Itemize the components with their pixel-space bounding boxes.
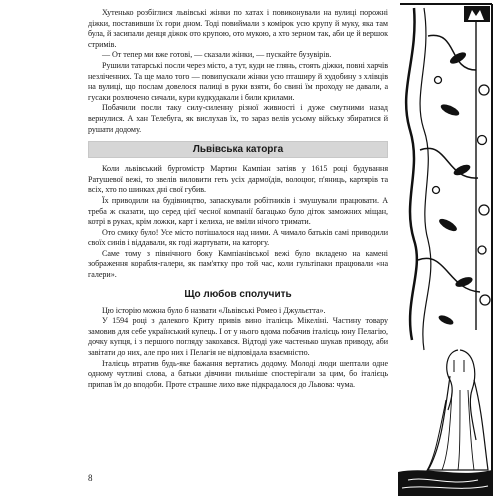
woman-figure-icon: [426, 350, 488, 472]
paragraph: Саме тому з північного боку Кампіанівської вежі було вкладено на камені зображення корабля-галери, як пам'ятку про той час, коли гультіпаки працювали «на галери».: [88, 248, 388, 280]
paragraph: Рушили татарські посли через місто, а тут, куди не глянь, стоять діжки, повні харчів незліченних. Та ще мало того — повипускали жінки усю пташиру й худобину з хлівців на вулиці, що послам довелося палиці в руки взяти, бо свині їм проходу не давали, а гусаки розлючено сичали, кури кудкудакали і били крилами.: [88, 60, 388, 102]
paragraph: — От тепер ми вже готові, — сказали жінки, — пускайте бузувірів.: [102, 50, 332, 60]
page-number: 8: [88, 473, 93, 483]
section-heading-box: [88, 141, 388, 158]
paragraph: Цю історію можна було б назвати «Львівські Ромео і Джульєтта».: [102, 305, 326, 315]
paragraph: Побачили посли таку силу-силенну різної живності і дуже смутними назад вернулися. А хан Телебуга, як вислухав їх, то зараз велів усьому війську збиратися й рушати додому.: [88, 103, 388, 134]
paragraph: Коли львівський бургомістр Мартин Кампіан затіяв у 1615 році будування Ратушевої вежі, то звелів виловити геть усіх дармоїдів, волоцюг, п'яниць, картярів та всіх, хто по шинках дні свої губив.: [88, 164, 388, 195]
text-column: [88, 8, 388, 390]
paragraph: У 1594 році з далекого Криту привів вино італієць Мікеліні. Частину товару замовив для себе український купець. І от у нього вдома побачив італієць юну Пелагію, дочку купця, і з першого погляду закохався. Відтоді уже частенько шукав приводу, аби завітати до них, але про них і Пелагія не відповідала взаємністю.: [88, 316, 388, 358]
tulip-icon: [464, 6, 490, 22]
section-heading: Що любов сполучить: [184, 288, 292, 300]
paragraph: Італієць втратив будь-яке бажання вертатись додому. Молоді люди шептали одне одному чутливі слова, а батьки дівчини пильніше спостерігали за цим, бо італієць припав їм до вподоби. Проте страшне лихо вже підкрадалося до Львова: чума.: [88, 358, 388, 389]
ornament-illustration: [388, 0, 500, 500]
paragraph: Їх приводили на будівництво, запаскували робітників і змушували працювати. А треба ж сказати, що серед цієї чесної компанії багацько було діток заможних міщан, котрі в руках, крім ложки, карт і келиха, не вміли нічого тримати.: [88, 195, 388, 227]
section-heading: Львівська каторга: [192, 144, 284, 156]
paragraph: Хутенько розбіглися львівські жінки по хатах і повиконували на вулиці порожні діжки, поставивши їх гори дном. Тоді повиймали з комірок усю крупу й муку, яка там була, й засипали денця діжок ото крупою, ото мукою, а хто зерном так, аби це й вершок стримів.: [88, 8, 388, 49]
paragraph: Ото смику було! Усе місто потішалося над ними. А чимало батьків самі приводили своїх синів і віддавали, як годі жартувати, на каторгу.: [88, 227, 388, 248]
